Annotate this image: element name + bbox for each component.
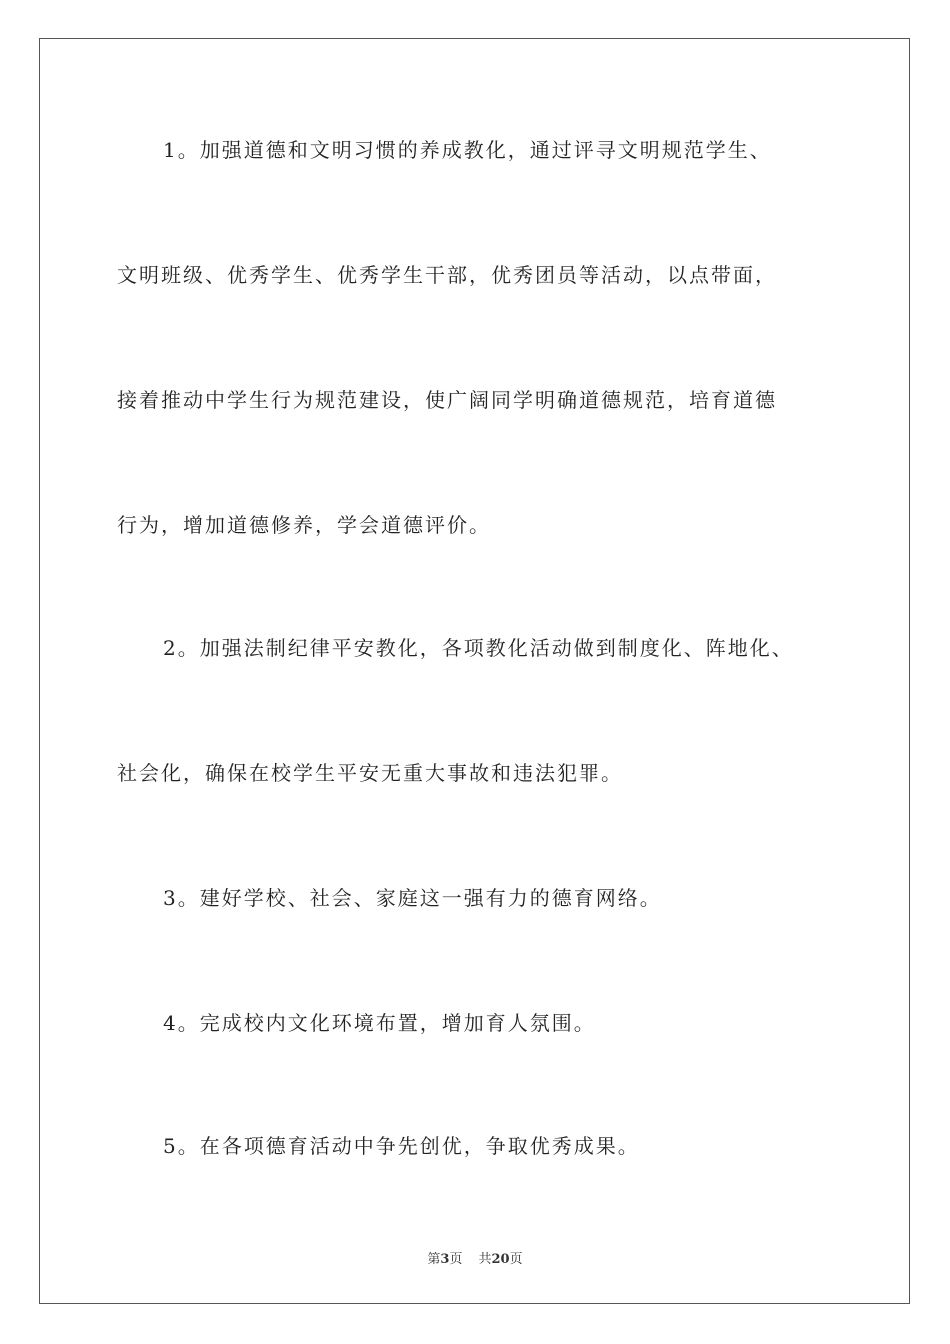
total-pages: 20	[491, 1252, 510, 1267]
paragraph-3: 3。建好学校、社会、家庭这一强有力的德育网络。	[163, 886, 662, 910]
paragraph-1-line-3: 接着推动中学生行为规范建设，使广阔同学明确道德规范，培育道德	[117, 388, 777, 412]
page-prefix: 第	[427, 1252, 441, 1267]
paragraph-5: 5。在各项德育活动中争先创优，争取优秀成果。	[163, 1134, 640, 1158]
total-prefix: 共	[478, 1252, 492, 1267]
page-current: 3	[440, 1252, 450, 1267]
page-border	[39, 38, 910, 1304]
paragraph-2-line-1: 2。加强法制纪律平安教化，各项教化活动做到制度化、阵地化、	[163, 636, 794, 660]
total-suffix: 页	[509, 1252, 523, 1267]
paragraph-4: 4。完成校内文化环境布置，增加育人氛围。	[163, 1011, 596, 1035]
paragraph-2-line-2: 社会化，确保在校学生平安无重大事故和违法犯罪。	[117, 761, 623, 785]
paragraph-1-line-2: 文明班级、优秀学生、优秀学生干部，优秀团员等活动，以点带面，	[117, 263, 777, 287]
paragraph-1-line-1: 1。加强道德和文明习惯的养成教化，通过评寻文明规范学生、	[163, 138, 772, 162]
paragraph-1-line-4: 行为，增加道德修养，学会道德评价。	[117, 513, 491, 537]
page-suffix: 页	[449, 1252, 463, 1267]
page-footer	[0, 1248, 950, 1267]
